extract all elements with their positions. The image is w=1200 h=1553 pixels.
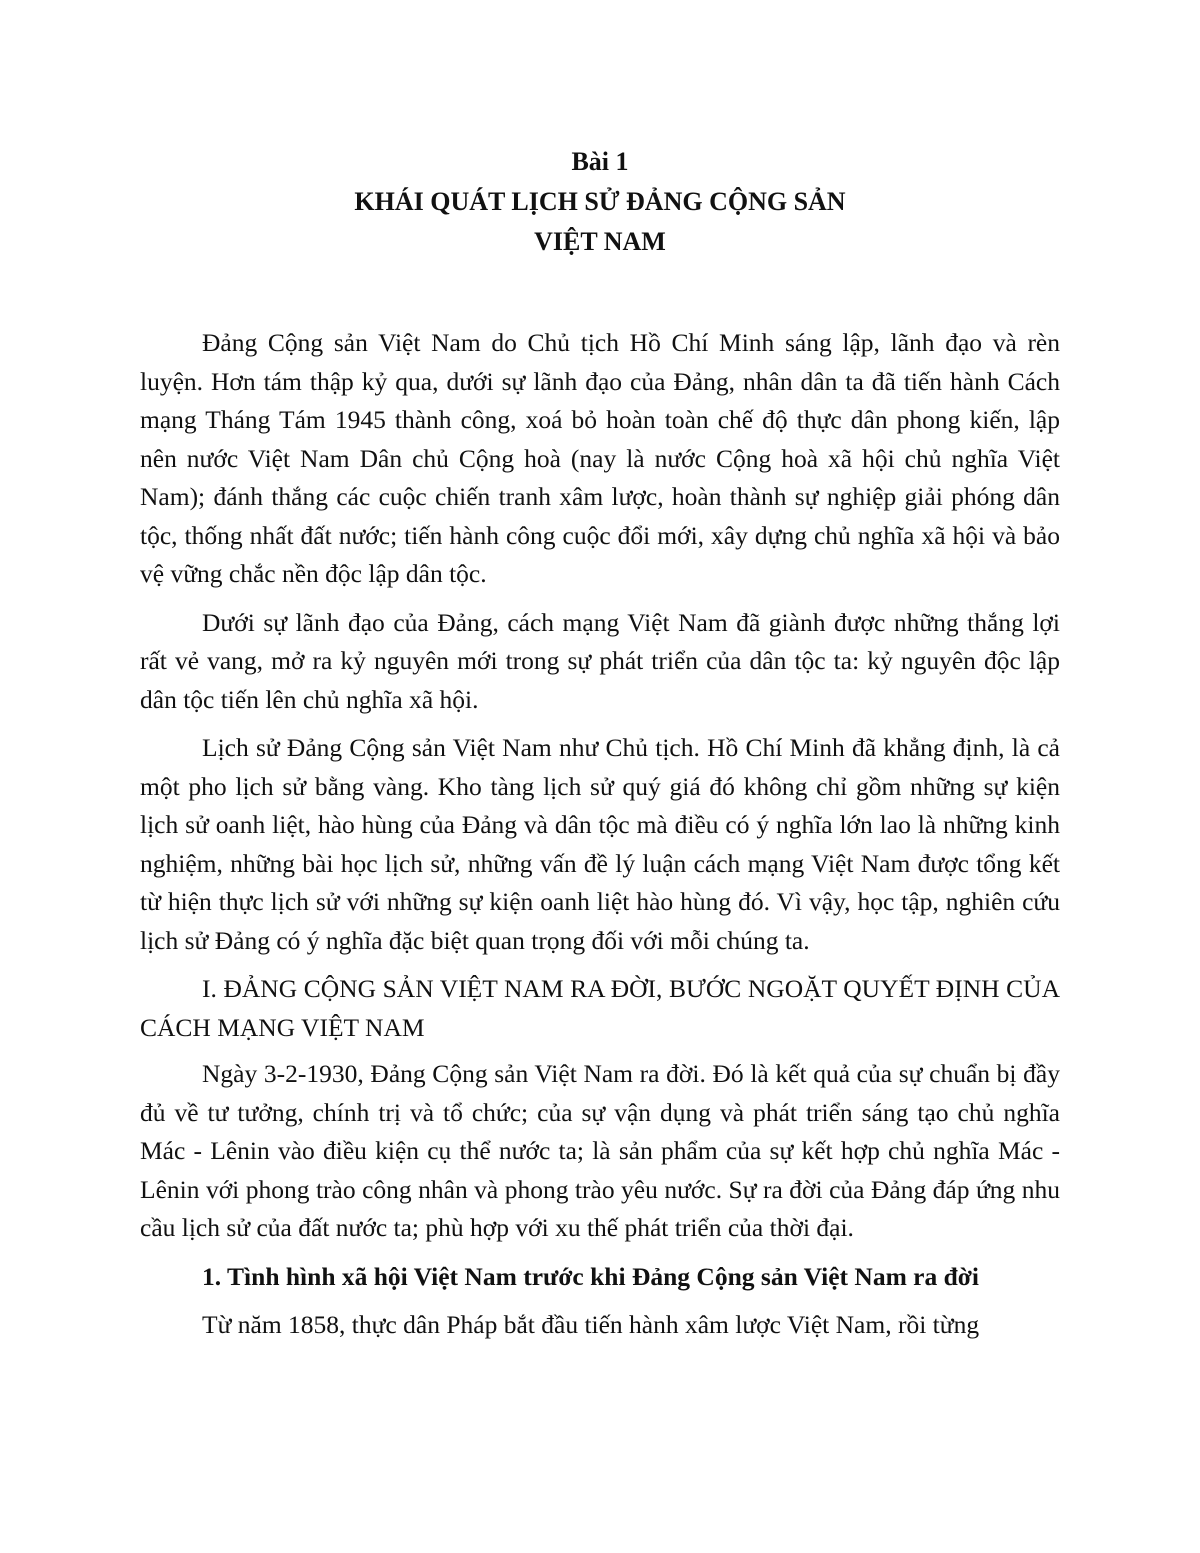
title-line-2: VIỆT NAM — [534, 227, 666, 256]
paragraph-1: Đảng Cộng sản Việt Nam do Chủ tịch Hồ Chí Minh sáng lập, lãnh đạo và rèn luyện. Hơn tám thập kỷ qua, dưới sự lãnh đạo của Đảng, nhân dân ta đã tiến hành Cách mạng Tháng Tám 1945 thành công, xoá bỏ hoàn toàn chế độ thực dân phong kiến, lập nên nước Việt Nam Dân chủ Cộng hoà (nay là nước Cộng hoà xã hội chủ nghĩa Việt Nam); đánh thắng các cuộc chiến tranh xâm lược, hoàn thành sự nghiệp giải phóng dân tộc, thống nhất đất nước; tiến hành công cuộc đổi mới, xây dựng chủ nghĩa xã hội và bảo vệ vững chắc nền độc lập dân tộc. — [140, 328, 1060, 588]
paragraph-2: Dưới sự lãnh đạo của Đảng, cách mạng Việt Nam đã giành được những thắng lợi rất vẻ vang, mở ra kỷ nguyên mới trong sự phát triển của dân tộc ta: kỷ nguyên độc lập dân tộc tiến lên chủ nghĩa xã hội. — [140, 607, 1060, 714]
last-paragraph: Từ năm 1858, thực dân Pháp bắt đầu tiến hành xâm lược Việt Nam, rồi từng — [202, 1310, 980, 1339]
lesson-label: Bài 1 — [571, 147, 629, 176]
section-paragraph: Ngày 3-2-1930, Đảng Cộng sản Việt Nam ra đời. Đó là kết quả của sự chuẩn bị đầy đủ về tư tưởng, chính trị và tổ chức; của sự vận dụng và phát triển sáng tạo chủ nghĩa Mác - Lênin vào điều kiện cụ thể nước ta; là sản phẩm của sự kết hợp chủ nghĩa Mác - Lênin với phong trào công nhân và phong trào yêu nước. Sự ra đời của Đảng đáp ứng nhu cầu lịch sử của đất nước ta; phù hợp với xu thế phát triển của thời đại. — [140, 1059, 1060, 1242]
title-line-1: KHÁI QUÁT LỊCH SỬ ĐẢNG CỘNG SẢN — [354, 187, 846, 216]
paragraph-3: Lịch sử Đảng Cộng sản Việt Nam như Chủ tịch. Hồ Chí Minh đã khẳng định, là cả một pho lịch sử bằng vàng. Kho tàng lịch sử quý giá đó không chỉ gồm những sự kiện lịch sử oanh liệt, hào hùng của Đảng và dân tộc mà điều có ý nghĩa lớn lao là những kinh nghiệm, những bài học lịch sử, những vấn đề lý luận cách mạng Việt Nam được tổng kết từ hiện thực lịch sử với những sự kiện oanh liệt hào hùng đó. Vì vậy, học tập, nghiên cứu lịch sử Đảng có ý nghĩa đặc biệt quan trọng đối với mỗi chúng ta. — [140, 733, 1060, 955]
subheading: 1. Tình hình xã hội Việt Nam trước khi Đảng Cộng sản Việt Nam ra đời — [202, 1261, 980, 1291]
title-block — [140, 142, 1060, 262]
document-body — [140, 324, 1060, 1355]
section-heading: I. ĐẢNG CỘNG SẢN VIỆT NAM RA ĐỜI, BƯỚC NGOẶT QUYẾT ĐỊNH CỦA CÁCH MẠNG VIỆT NAM — [140, 974, 1060, 1042]
